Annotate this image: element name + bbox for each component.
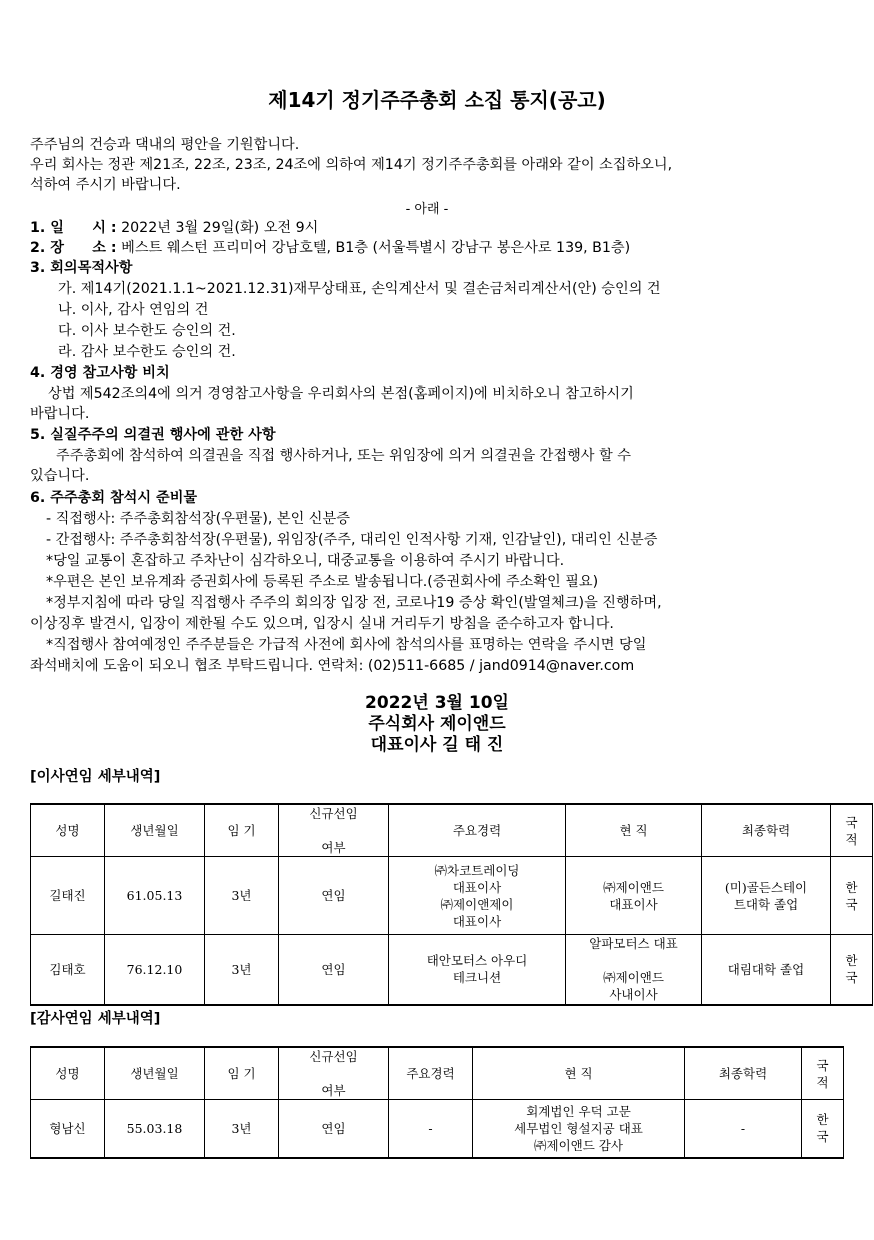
directors-header-row: [31, 804, 873, 857]
header-nationality: 국 적: [802, 1047, 844, 1100]
cell-name: 형남신: [31, 1100, 105, 1158]
prep-line-5: *정부지침에 따라 당일 직접행사 주주의 회의장 입장 전, 코로나19 증상 확인(발열체크)을 진행하며,: [46, 595, 662, 611]
auditor-table: [30, 1046, 844, 1159]
cell-current-position: 회계법인 우덕 고문 세무법인 형설지공 대표 ㈜제이앤드 감사: [473, 1100, 685, 1158]
item-voting-label: 5. 실질주주의 의결권 행사에 관한 사항: [30, 427, 276, 443]
header-career: 주요경력: [389, 804, 566, 857]
prep-line-2: - 간접행사: 주주총회참석장(우편물), 위임장(주주, 대리인 인적사항 기재, 인감날인), 대리인 신분증: [46, 532, 658, 548]
prep-line-4: *우편은 본인 보유계좌 증권회사에 등록된 주소로 발송됩니다.(증권회사에 주소확인 필요): [46, 574, 599, 590]
header-current-position: 현 직: [566, 804, 702, 857]
reference-line-1: 상법 제542조의4에 의거 경영참고사항을 우리회사의 본점(홈페이지)에 비치하오니 참고하시기: [48, 386, 634, 402]
item-date-label: 1. 일 시 :: [30, 220, 117, 236]
cell-education: -: [685, 1100, 802, 1158]
header-career: 주요경력: [389, 1047, 473, 1100]
auditor-table-label: [감사연임 세부내역]: [30, 1011, 161, 1027]
cell-birth: 55.03.18: [105, 1100, 205, 1158]
cell-education: (미)골든스테이 트대학 졸업: [702, 857, 831, 935]
agenda-item-3: 다. 이사 보수한도 승인의 건.: [58, 323, 236, 339]
agenda-item-1: 가. 제14기(2021.1.1~2021.12.31)재무상태표, 손익계산서 및 결손금처리계산서(안) 승인의 건: [58, 281, 661, 297]
cell-education: 대림대학 졸업: [702, 935, 831, 1005]
cell-term: 3년: [205, 1100, 279, 1158]
header-term: 임 기: [205, 1047, 279, 1100]
below-note: - 아래 -: [405, 202, 449, 217]
table-row: [31, 935, 873, 1005]
signature-ceo: 대표이사 길 태 진: [370, 735, 504, 755]
reference-line-2: 바랍니다.: [30, 406, 90, 422]
directors-table: [30, 803, 873, 1006]
cell-new-appointment: 연임: [279, 857, 389, 935]
header-education: 최종학력: [685, 1047, 802, 1100]
item-date-text: 2022년 3월 29일(화) 오전 9시: [116, 220, 319, 236]
cell-birth: 61.05.13: [105, 857, 205, 935]
prep-line-3: *당일 교통이 혼잡하고 주차난이 심각하오니, 대중교통을 이용하여 주시기 바랍니다.: [46, 553, 565, 569]
header-birth: 생년월일: [105, 1047, 205, 1100]
directors-table-label: [이사연임 세부내역]: [30, 769, 161, 785]
item-place: [30, 238, 630, 258]
header-name: 성명: [31, 1047, 105, 1100]
cell-nationality: 한 국: [802, 1100, 844, 1158]
item-prep-label: 6. 주주총회 참석시 준비물: [30, 490, 198, 506]
prep-line-8: 좌석배치에 도움이 되오니 협조 부탁드립니다. 연락처: (02)511-6685 / jand0914@naver.com: [30, 658, 635, 674]
cell-birth: 76.12.10: [105, 935, 205, 1005]
item-place-label: 2. 장 소 :: [30, 240, 117, 256]
page-title: 제14기 정기주주총회 소집 통지(공고): [268, 88, 606, 112]
cell-career: -: [389, 1100, 473, 1158]
agenda-item-2: 나. 이사, 감사 연임의 건: [58, 302, 209, 318]
header-term: 임 기: [205, 804, 279, 857]
cell-term: 3년: [205, 857, 279, 935]
cell-name: 김태호: [31, 935, 105, 1005]
intro-line-1: 주주님의 건승과 댁내의 평안을 기원합니다.: [30, 137, 300, 153]
header-birth: 생년월일: [105, 804, 205, 857]
header-education: 최종학력: [702, 804, 831, 857]
cell-nationality: 한 국: [831, 935, 873, 1005]
intro-line-3: 석하여 주시기 바랍니다.: [30, 177, 181, 193]
intro-line-2: 우리 회사는 정관 제21조, 22조, 23조, 24조에 의하여 제14기 정기주주총회를 아래와 같이 소집하오니,: [30, 157, 673, 173]
item-agenda-label: 3. 회의목적사항: [30, 260, 133, 276]
header-nationality: 국 적: [831, 804, 873, 857]
item-reference-label: 4. 경영 참고사항 비치: [30, 365, 170, 381]
signature-date: 2022년 3월 10일: [365, 693, 509, 713]
cell-nationality: 한 국: [831, 857, 873, 935]
cell-career: 태안모터스 아우디 테크니션: [389, 935, 566, 1005]
table-row: [31, 857, 873, 935]
header-current-position: 현 직: [473, 1047, 685, 1100]
voting-line-2: 있습니다.: [30, 468, 90, 484]
header-new-appointment: 신규선임 여부: [279, 1047, 389, 1100]
prep-line-6: 이상징후 발견시, 입장이 제한될 수도 있으며, 입장시 실내 거리두기 방침을 준수하고자 합니다.: [30, 616, 614, 632]
voting-line-1: 주주총회에 참석하여 의결권을 직접 행사하거나, 또는 위임장에 의거 의결권을 간접행사 할 수: [56, 448, 631, 464]
table-row: [31, 1100, 844, 1158]
header-new-appointment: 신규선임 여부: [279, 804, 389, 857]
cell-career: ㈜차코트레이딩 대표이사 ㈜제이앤제이 대표이사: [389, 857, 566, 935]
auditor-header-row: [31, 1047, 844, 1100]
header-name: 성명: [31, 804, 105, 857]
signature-company: 주식회사 제이앤드: [368, 714, 506, 734]
cell-current-position: 알파모터스 대표 ㈜제이앤드 사내이사: [566, 935, 702, 1005]
agenda-item-4: 라. 감사 보수한도 승인의 건.: [58, 344, 236, 360]
cell-new-appointment: 연임: [279, 1100, 389, 1158]
prep-line-1: - 직접행사: 주주총회참석장(우편물), 본인 신분증: [46, 511, 350, 527]
cell-new-appointment: 연임: [279, 935, 389, 1005]
item-date: [30, 218, 318, 238]
cell-term: 3년: [205, 935, 279, 1005]
prep-line-7: *직접행사 참여예정인 주주분들은 가급적 사전에 회사에 참석의사를 표명하는 연락을 주시면 당일: [46, 637, 647, 653]
cell-current-position: ㈜제이앤드 대표이사: [566, 857, 702, 935]
cell-name: 길태진: [31, 857, 105, 935]
item-place-text: 베스트 웨스턴 프리미어 강남호텔, B1층 (서울특별시 강남구 봉은사로 139, B1층): [116, 240, 631, 256]
